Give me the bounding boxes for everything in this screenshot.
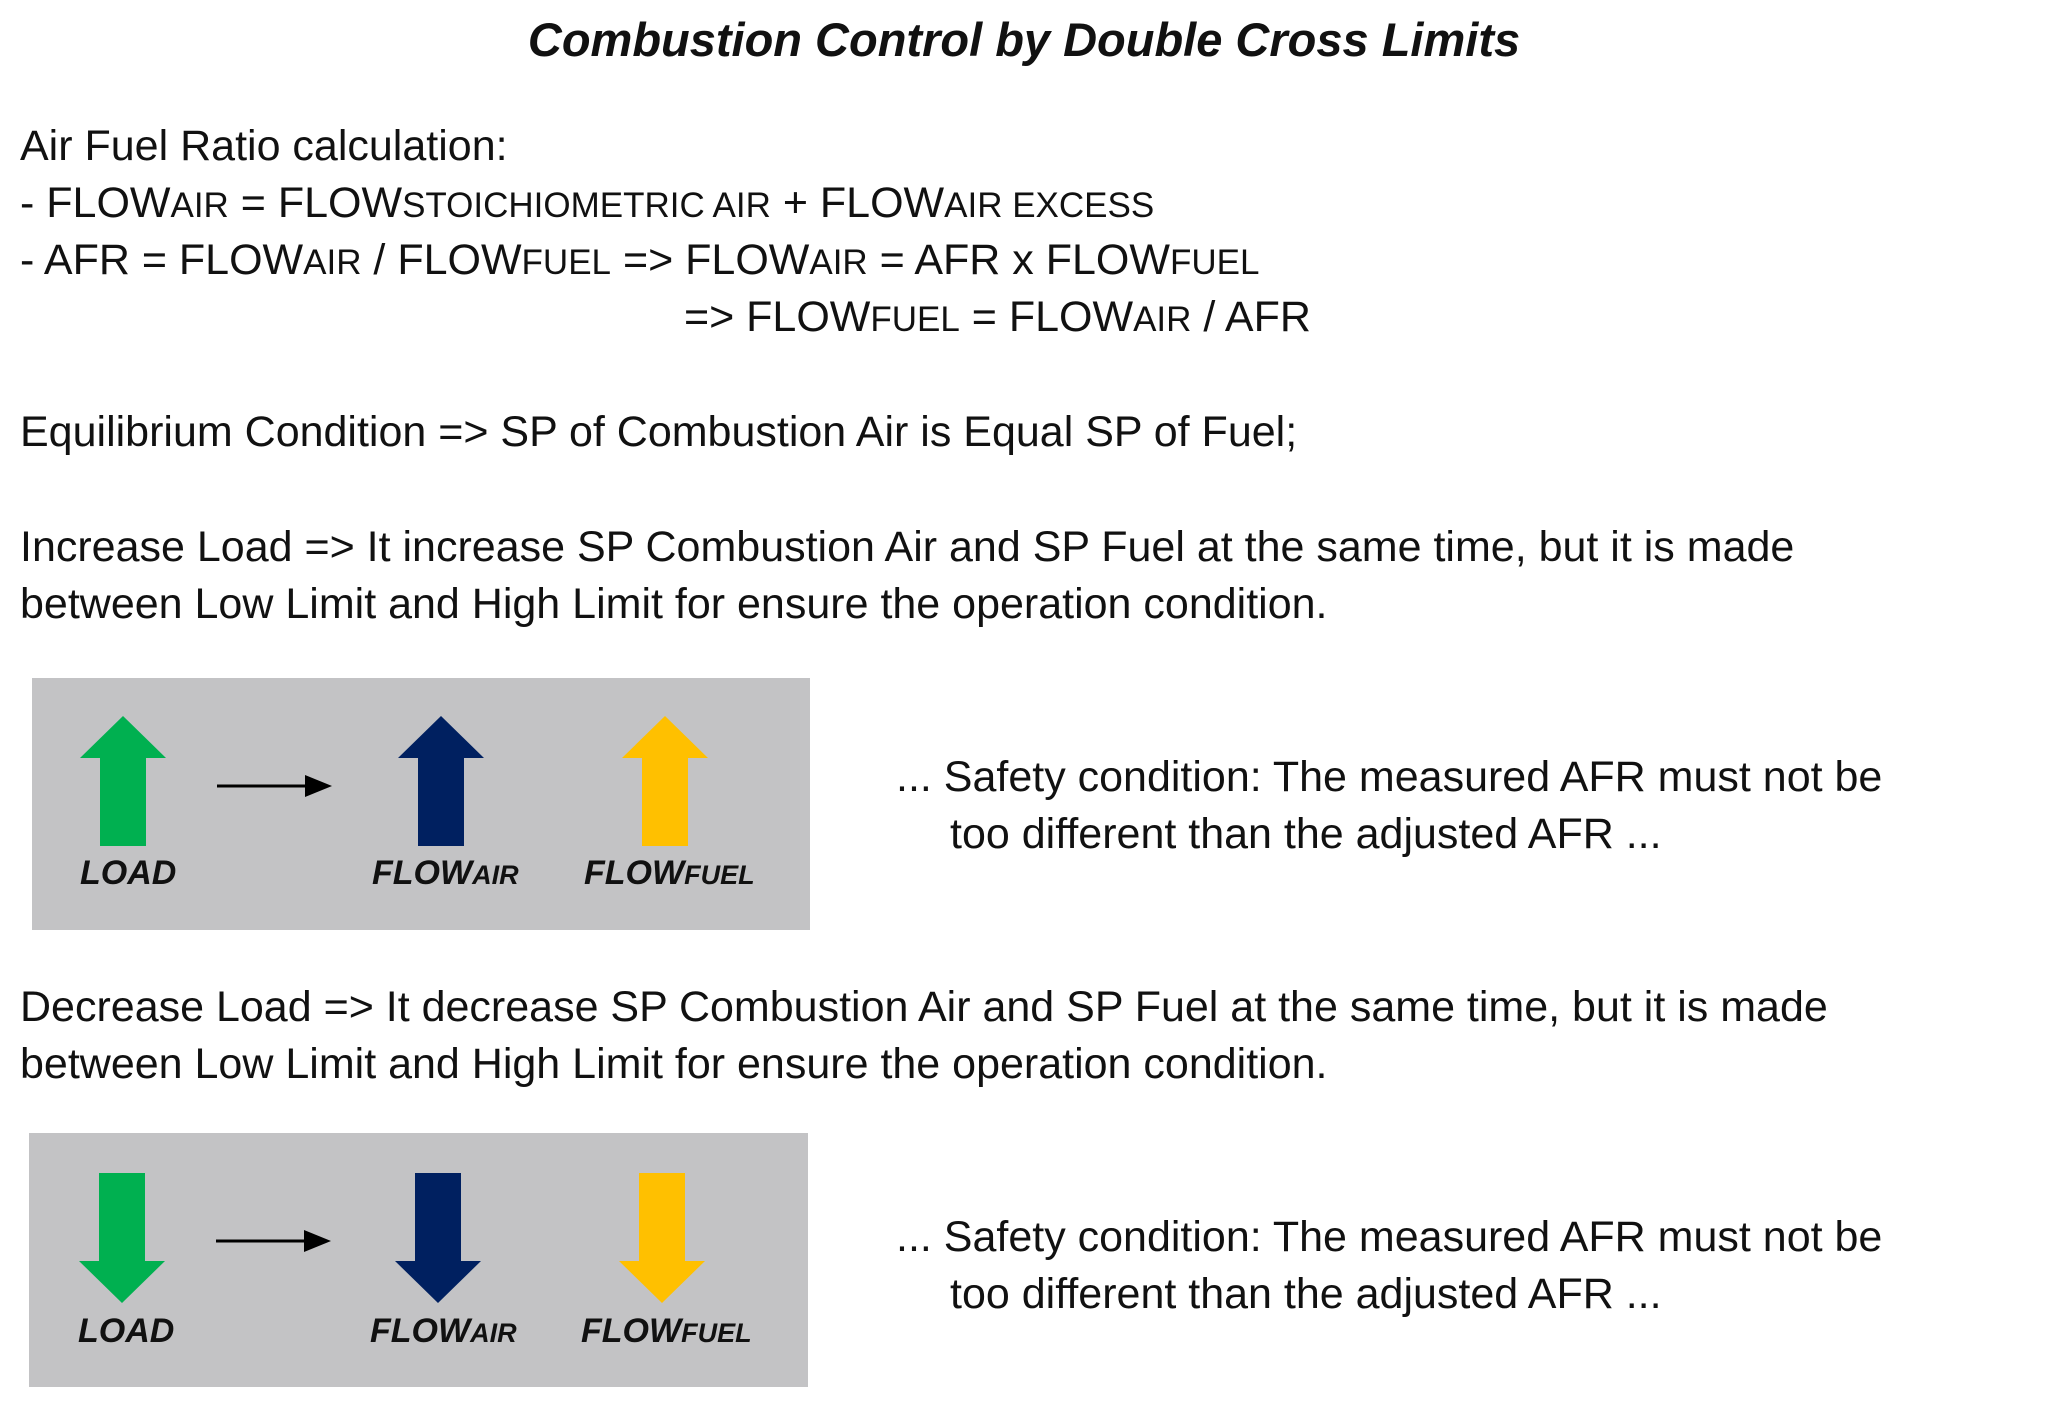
fuel-down-arrow-shape bbox=[619, 1173, 705, 1303]
decrease-safety-line-1: ... Safety condition: The measured AFR must not be bbox=[896, 1213, 1883, 1261]
afr-heading: Air Fuel Ratio calculation: bbox=[20, 122, 508, 170]
increase-load-diagram bbox=[32, 678, 810, 930]
increase-load-line-1: Increase Load => It increase SP Combustion Air and SP Fuel at the same time, but it is made bbox=[20, 523, 1795, 571]
decrease-load-diagram bbox=[29, 1133, 808, 1387]
air-down-arrow-icon bbox=[395, 1173, 481, 1303]
afr-formula-3: => FLOWFUEL = FLOWAIR / AFR bbox=[684, 293, 1311, 341]
flow-air-label: FLOWAIR bbox=[372, 854, 519, 892]
decrease-load-line-1: Decrease Load => It decrease SP Combustion Air and SP Fuel at the same time, but it is made bbox=[20, 983, 1828, 1031]
afr-formula-2: - AFR = FLOWAIR / FLOWFUEL => FLOWAIR = AFR x FLOWFUEL bbox=[20, 236, 1260, 284]
increase-safety-line-1: ... Safety condition: The measured AFR must not be bbox=[896, 753, 1883, 801]
air-down-arrow-shape bbox=[395, 1173, 481, 1303]
air-up-arrow-icon bbox=[398, 716, 484, 846]
load-down-arrow-shape bbox=[79, 1173, 165, 1303]
equilibrium-condition: Equilibrium Condition => SP of Combustion Air is Equal SP of Fuel; bbox=[20, 408, 1298, 456]
flow-fuel-label: FLOWFUEL bbox=[581, 1312, 752, 1350]
right-arrow-icon bbox=[216, 1229, 331, 1253]
decrease-load-line-2: between Low Limit and High Limit for ensure the operation condition. bbox=[20, 1040, 1328, 1088]
load-label: LOAD bbox=[78, 1312, 175, 1350]
increase-load-line-2: between Low Limit and High Limit for ensure the operation condition. bbox=[20, 580, 1328, 628]
fuel-down-arrow-icon bbox=[619, 1173, 705, 1303]
load-up-arrow-shape bbox=[80, 716, 166, 846]
air-up-arrow-shape bbox=[398, 716, 484, 846]
page-title: Combustion Control by Double Cross Limits bbox=[527, 13, 1521, 66]
fuel-up-arrow-shape bbox=[622, 716, 708, 846]
flow-fuel-label: FLOWFUEL bbox=[584, 854, 755, 892]
flow-air-label: FLOWAIR bbox=[370, 1312, 517, 1350]
right-arrow-icon bbox=[217, 774, 332, 798]
load-label: LOAD bbox=[80, 854, 177, 892]
afr-formula-1: - FLOWAIR = FLOWSTOICHIOMETRIC AIR + FLOWAIR EXCESS bbox=[20, 179, 1155, 227]
fuel-up-arrow-icon bbox=[622, 716, 708, 846]
load-up-arrow-icon bbox=[80, 716, 166, 846]
increase-safety-line-2: too different than the adjusted AFR ... bbox=[950, 810, 1662, 858]
load-down-arrow-icon bbox=[79, 1173, 165, 1303]
decrease-safety-line-2: too different than the adjusted AFR ... bbox=[950, 1270, 1662, 1318]
